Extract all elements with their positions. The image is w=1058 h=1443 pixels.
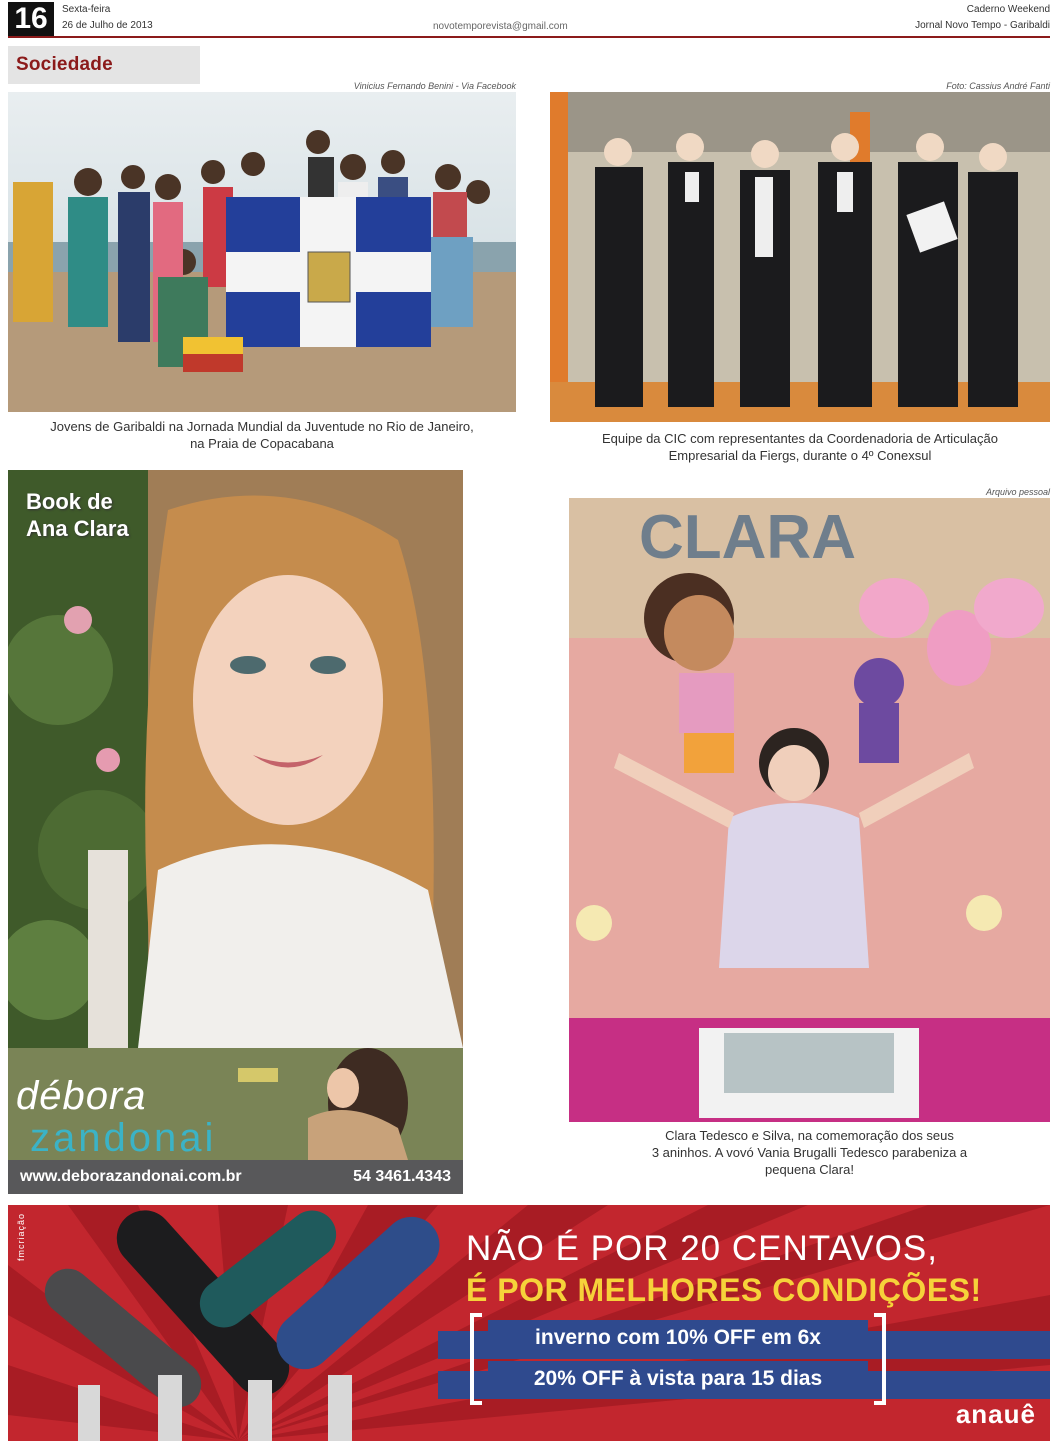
section-label <box>8 46 200 84</box>
photo1-caption <box>8 418 516 452</box>
page-number: 16 <box>8 2 54 36</box>
photo2-caption-line2: Empresarial da Fiergs, durante o 4º Conexsul <box>668 448 932 463</box>
header-date: 26 de Julho de 2013 <box>62 20 153 31</box>
banner-offer2-box <box>488 1361 868 1397</box>
wall-text-clara: CLARA <box>639 503 856 572</box>
book-ad-title <box>26 488 129 542</box>
debora-logo-line2: zandonai <box>30 1116 217 1160</box>
banner-agency: fmcriação <box>16 1213 26 1262</box>
banner-bracket-left <box>470 1313 482 1405</box>
section-title: Sociedade <box>16 54 113 75</box>
banner-ad[interactable] <box>8 1205 1050 1441</box>
photo3-caption <box>569 1127 1050 1178</box>
photo2-caption <box>550 430 1050 464</box>
page-header <box>8 0 1050 38</box>
banner-offer2: 20% OFF à vista para 15 dias <box>533 1367 823 1390</box>
book-ad-url[interactable]: www.deborazandonai.com.br <box>20 1168 242 1185</box>
photo3-credit: Arquivo pessoal <box>985 487 1050 497</box>
book-ad-title-line2: Ana Clara <box>26 516 129 541</box>
header-day: Sexta-feira <box>62 4 111 15</box>
banner-subheadline: É POR MELHORES CONDIÇÕES! <box>466 1272 982 1308</box>
banner-bracket-right <box>874 1313 886 1405</box>
photo1-caption-line1: Jovens de Garibaldi na Jornada Mundial da Juventude no Rio de Janeiro, <box>50 419 474 434</box>
debora-logo-line1: débora <box>16 1074 147 1118</box>
photo1-credit: Vinicius Fernando Benini - Via Facebook <box>353 81 516 91</box>
header-publication: Jornal Novo Tempo - Garibaldi <box>915 20 1050 31</box>
book-ad[interactable] <box>8 470 463 1194</box>
book-ad-contact-bar <box>8 1160 463 1194</box>
photo3-caption-line1: Clara Tedesco e Silva, na comemoração dos seus <box>665 1128 954 1143</box>
banner-offer1: inverno com 10% OFF em 6x <box>535 1326 821 1349</box>
photo3-caption-line2: 3 aninhos. A vovó Vania Brugalli Tedesco parabeniza a <box>651 1145 968 1160</box>
book-ad-phone: 54 3461.4343 <box>353 1168 451 1185</box>
photo2-caption-line1: Equipe da CIC com representantes da Coordenadoria de Articulação <box>601 431 999 446</box>
book-ad-title-line1: Book de <box>26 489 113 514</box>
photo-birthday <box>569 498 1050 1122</box>
photo-cic-team <box>550 92 1050 422</box>
photo3-caption-line3: pequena Clara! <box>765 1162 854 1177</box>
header-section-name: Caderno Weekend <box>966 4 1050 15</box>
header-email[interactable]: novotemporevista@gmail.com <box>433 21 568 32</box>
photo2-credit: Foto: Cassius André Fanti <box>946 81 1050 91</box>
anaue-logo[interactable]: anauê <box>955 1399 1036 1429</box>
photo-beach-group <box>8 92 516 412</box>
banner-offer1-box <box>488 1320 868 1356</box>
photo1-caption-line2: na Praia de Copacabana <box>190 436 334 451</box>
banner-headline: NÃO É POR 20 CENTAVOS, <box>466 1229 938 1268</box>
